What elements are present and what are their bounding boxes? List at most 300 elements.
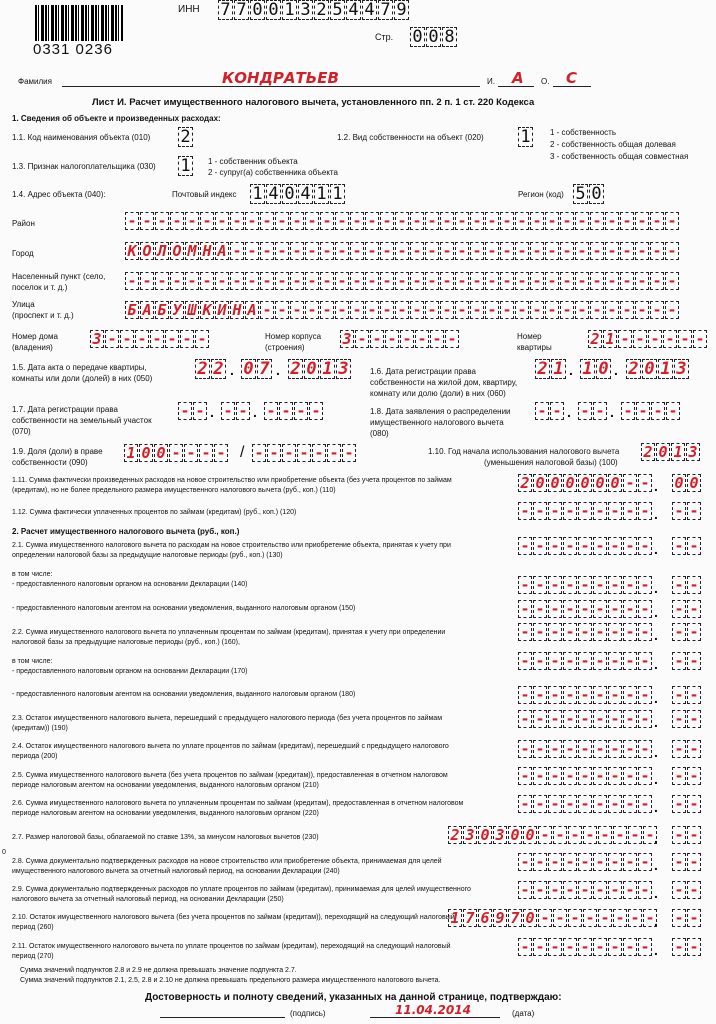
amount-kop-cells[interactable] [672, 881, 701, 899]
input-cell[interactable]: - [230, 272, 244, 290]
amount-cell[interactable]: - [623, 600, 637, 618]
input-cell[interactable]: Л [155, 242, 169, 260]
amount-cell[interactable]: - [672, 537, 686, 555]
amount-cell[interactable]: - [608, 710, 622, 728]
input-cell[interactable]: 1 [124, 444, 138, 462]
input-cell[interactable]: - [500, 272, 514, 290]
input-cell[interactable]: - [635, 272, 649, 290]
input-cell[interactable]: - [425, 212, 439, 230]
amount-kop-cells[interactable] [672, 853, 701, 871]
amount-cell[interactable]: - [548, 938, 562, 956]
input-cell[interactable]: - [470, 272, 484, 290]
amount-cell[interactable]: - [533, 853, 547, 871]
input-cell[interactable]: - [380, 272, 394, 290]
amount-cell[interactable]: - [518, 686, 532, 704]
input-cell[interactable]: - [500, 242, 514, 260]
input-cell[interactable]: - [545, 301, 559, 319]
f16-day-cells[interactable] [535, 359, 566, 379]
amount-cell[interactable]: - [672, 826, 686, 844]
input-cell[interactable]: - [578, 502, 592, 520]
amount-cell[interactable]: - [593, 537, 607, 555]
input-cell[interactable]: - [485, 301, 499, 319]
amount-kop-cells[interactable] [672, 537, 701, 555]
amount-cell[interactable]: - [533, 740, 547, 758]
input-cell[interactable]: - [178, 402, 192, 420]
amount-cell[interactable]: - [623, 623, 637, 641]
amount-cell[interactable]: - [578, 537, 592, 555]
amount-cell[interactable]: - [643, 909, 657, 927]
input-cell[interactable]: 0 [642, 359, 657, 379]
input-cell[interactable]: - [260, 301, 274, 319]
input-cell[interactable]: - [290, 242, 304, 260]
input-cell[interactable]: - [267, 444, 281, 462]
house-cells[interactable] [90, 330, 209, 348]
amount-cell[interactable]: - [578, 767, 592, 785]
input-cell[interactable]: 3 [336, 359, 351, 379]
input-cell[interactable]: - [633, 330, 647, 348]
input-cell[interactable]: Н [230, 301, 244, 319]
input-cell[interactable]: - [275, 301, 289, 319]
amount-cell[interactable]: - [563, 600, 577, 618]
input-cell[interactable]: 2 [626, 359, 641, 379]
amount-rub-cells[interactable] [518, 576, 652, 594]
input-cell[interactable]: - [200, 212, 214, 230]
amount-cell[interactable]: - [608, 853, 622, 871]
surname-value[interactable]: КОНДРАТЬЕВ [222, 69, 339, 87]
amount-cell[interactable]: - [578, 938, 592, 956]
input-cell[interactable]: - [535, 402, 549, 420]
amount-cell[interactable]: - [583, 826, 597, 844]
f18-month-cells[interactable] [578, 402, 607, 420]
input-cell[interactable]: - [245, 272, 259, 290]
amount-cell[interactable]: 7 [463, 909, 477, 927]
input-cell[interactable]: - [440, 242, 454, 260]
input-cell[interactable]: - [620, 301, 634, 319]
amount-cell[interactable]: - [628, 826, 642, 844]
amount-cell[interactable]: - [563, 623, 577, 641]
input-cell[interactable]: - [635, 212, 649, 230]
input-cell[interactable]: - [470, 212, 484, 230]
f17-month-cells[interactable] [221, 402, 250, 420]
amount-cell[interactable]: - [518, 710, 532, 728]
amount-cell[interactable]: - [687, 652, 701, 670]
input-cell[interactable]: - [605, 242, 619, 260]
amount-cell[interactable]: - [623, 767, 637, 785]
input-cell[interactable]: - [260, 272, 274, 290]
input-cell[interactable]: - [264, 402, 278, 420]
amount-cell[interactable]: - [563, 795, 577, 813]
input-cell[interactable]: - [455, 272, 469, 290]
input-cell[interactable]: 0 [139, 444, 153, 462]
input-cell[interactable]: - [530, 272, 544, 290]
amount-cell[interactable]: - [533, 938, 547, 956]
input-cell[interactable]: - [395, 301, 409, 319]
input-cell[interactable]: - [245, 242, 259, 260]
input-cell[interactable]: - [593, 502, 607, 520]
input-cell[interactable]: 0 [548, 474, 562, 492]
city-cells[interactable] [125, 242, 679, 260]
input-cell[interactable]: - [590, 242, 604, 260]
f11-cells[interactable] [178, 127, 193, 147]
input-cell[interactable]: - [575, 242, 589, 260]
input-cell[interactable]: - [666, 402, 680, 420]
amount-cell[interactable]: - [518, 853, 532, 871]
amount-cell[interactable]: - [623, 881, 637, 899]
input-cell[interactable]: - [560, 242, 574, 260]
digit-cell[interactable]: 0 [282, 184, 297, 204]
f15-day-cells[interactable] [195, 359, 226, 379]
amount-cell[interactable]: - [638, 600, 652, 618]
amount-cell[interactable]: - [563, 767, 577, 785]
input-cell[interactable]: - [320, 272, 334, 290]
input-cell[interactable]: - [309, 402, 323, 420]
amount-rub-cells[interactable] [518, 938, 652, 956]
amount-cell[interactable]: - [638, 623, 652, 641]
f17-day-cells[interactable] [178, 402, 207, 420]
f110-cells[interactable] [641, 443, 700, 461]
amount-cell[interactable]: - [687, 740, 701, 758]
amount-cell[interactable]: - [687, 576, 701, 594]
input-cell[interactable]: - [590, 272, 604, 290]
input-cell[interactable]: - [620, 272, 634, 290]
amount-cell[interactable]: - [672, 938, 686, 956]
amount-cell[interactable]: - [638, 767, 652, 785]
amount-cell[interactable]: - [518, 652, 532, 670]
amount-cell[interactable]: - [638, 853, 652, 871]
input-cell[interactable]: - [485, 242, 499, 260]
input-cell[interactable]: - [650, 242, 664, 260]
input-cell[interactable]: 2 [535, 359, 550, 379]
input-cell[interactable]: - [533, 502, 547, 520]
amount-cell[interactable]: - [578, 652, 592, 670]
input-cell[interactable]: - [651, 402, 665, 420]
input-cell[interactable]: - [260, 212, 274, 230]
input-cell[interactable]: - [693, 330, 707, 348]
amount-cell[interactable]: - [687, 710, 701, 728]
amount-cell[interactable]: - [623, 652, 637, 670]
input-cell[interactable]: К [125, 242, 139, 260]
input-cell[interactable]: - [199, 444, 213, 462]
input-cell[interactable]: И [215, 301, 229, 319]
input-cell[interactable]: - [215, 212, 229, 230]
input-cell[interactable]: - [214, 444, 228, 462]
amount-cell[interactable]: - [548, 652, 562, 670]
input-cell[interactable]: - [621, 402, 635, 420]
amount-cell[interactable]: - [548, 710, 562, 728]
amount-cell[interactable]: - [538, 909, 552, 927]
input-cell[interactable]: 0 [578, 474, 592, 492]
amount-cell[interactable]: 1 [448, 909, 462, 927]
input-cell[interactable]: - [335, 301, 349, 319]
amount-cell[interactable]: 9 [493, 909, 507, 927]
amount-cell[interactable]: - [533, 767, 547, 785]
signature-date[interactable]: 11.04.2014 [395, 1003, 471, 1017]
f16-month-cells[interactable] [580, 359, 611, 379]
amount-rub-cells[interactable] [518, 795, 652, 813]
input-cell[interactable]: - [365, 212, 379, 230]
amount-cell[interactable]: - [548, 537, 562, 555]
amount-cell[interactable]: - [548, 881, 562, 899]
apartment-cells[interactable] [588, 330, 707, 348]
input-cell[interactable]: - [590, 212, 604, 230]
input-cell[interactable]: - [297, 444, 311, 462]
input-cell[interactable]: - [455, 242, 469, 260]
amount-cell[interactable]: - [563, 686, 577, 704]
digit-cell[interactable]: 7 [378, 0, 393, 20]
f13-cells[interactable] [178, 156, 193, 176]
amount-cell[interactable]: - [593, 623, 607, 641]
amount-cell[interactable]: - [583, 909, 597, 927]
digit-cell[interactable]: 8 [442, 27, 457, 47]
input-cell[interactable]: - [305, 272, 319, 290]
input-cell[interactable]: 0 [533, 474, 547, 492]
input-cell[interactable]: - [550, 402, 564, 420]
input-cell[interactable]: - [335, 212, 349, 230]
amount-cell[interactable]: - [593, 576, 607, 594]
digit-cell[interactable]: 2 [314, 0, 329, 20]
input-cell[interactable]: - [605, 212, 619, 230]
input-cell[interactable]: - [184, 444, 198, 462]
amount-cell[interactable]: - [593, 767, 607, 785]
input-cell[interactable]: - [650, 301, 664, 319]
amount-cell[interactable]: - [518, 881, 532, 899]
input-cell[interactable]: - [155, 272, 169, 290]
input-cell[interactable]: - [245, 212, 259, 230]
amount-rub-cells[interactable] [518, 881, 652, 899]
amount-cell[interactable]: - [568, 826, 582, 844]
input-cell[interactable]: - [638, 502, 652, 520]
amount-kop-cells[interactable] [672, 938, 701, 956]
amount-cell[interactable]: - [578, 710, 592, 728]
f15-month-cells[interactable] [241, 359, 272, 379]
amount-rub-cells[interactable] [518, 686, 652, 704]
input-cell[interactable]: Б [125, 301, 139, 319]
input-cell[interactable]: 0 [608, 474, 622, 492]
amount-kop-cells[interactable] [672, 623, 701, 641]
amount-cell[interactable]: - [533, 881, 547, 899]
amount-cell[interactable]: - [548, 576, 562, 594]
amount-cell[interactable]: - [672, 795, 686, 813]
input-cell[interactable]: 0 [596, 359, 611, 379]
input-cell[interactable]: - [445, 330, 459, 348]
input-cell[interactable]: - [548, 502, 562, 520]
amount-cell[interactable]: - [548, 686, 562, 704]
input-cell[interactable]: - [560, 212, 574, 230]
input-cell[interactable]: - [150, 330, 164, 348]
building-cells[interactable] [340, 330, 459, 348]
amount-cell[interactable]: 0 [508, 826, 522, 844]
input-cell[interactable]: - [560, 301, 574, 319]
input-cell[interactable]: - [605, 272, 619, 290]
input-cell[interactable]: - [470, 301, 484, 319]
input-cell[interactable]: - [282, 444, 296, 462]
input-cell[interactable]: - [279, 402, 293, 420]
region-cells[interactable] [573, 184, 604, 204]
amount-cell[interactable]: - [623, 740, 637, 758]
input-cell[interactable]: - [485, 212, 499, 230]
digit-cell[interactable]: 0 [589, 184, 604, 204]
input-cell[interactable]: - [500, 212, 514, 230]
amount-rub-cells[interactable] [518, 537, 652, 555]
input-cell[interactable]: 1 [320, 359, 335, 379]
input-cell[interactable]: - [545, 272, 559, 290]
amount-cell[interactable]: - [623, 710, 637, 728]
input-cell[interactable]: - [275, 272, 289, 290]
amount-cell[interactable]: - [533, 600, 547, 618]
input-cell[interactable]: - [635, 242, 649, 260]
amount-cell[interactable]: - [563, 938, 577, 956]
amount-cell[interactable]: - [687, 767, 701, 785]
amount-cell[interactable]: - [538, 826, 552, 844]
inn-cells[interactable] [218, 0, 409, 20]
digit-cell[interactable]: 4 [346, 0, 361, 20]
amount-cell[interactable]: - [548, 795, 562, 813]
amount-cell[interactable]: - [563, 537, 577, 555]
f18-day-cells[interactable] [535, 402, 564, 420]
input-cell[interactable]: - [545, 212, 559, 230]
amount-cell[interactable]: - [533, 576, 547, 594]
input-cell[interactable]: - [365, 301, 379, 319]
amount-cell[interactable]: - [533, 710, 547, 728]
amount-cell[interactable]: - [593, 853, 607, 871]
amount-kop-cells[interactable] [672, 795, 701, 813]
input-cell[interactable]: - [169, 444, 183, 462]
amount-kop-cells[interactable] [672, 652, 701, 670]
amount-cell[interactable]: - [578, 600, 592, 618]
input-cell[interactable]: - [530, 242, 544, 260]
input-cell[interactable]: - [635, 301, 649, 319]
input-cell[interactable]: - [590, 301, 604, 319]
input-cell[interactable]: - [650, 272, 664, 290]
amount-cell[interactable]: - [548, 623, 562, 641]
amount-cell[interactable]: - [608, 795, 622, 813]
input-cell[interactable]: 2 [195, 359, 210, 379]
amount-cell[interactable]: - [578, 795, 592, 813]
input-cell[interactable]: - [410, 242, 424, 260]
amount-cell[interactable]: - [518, 600, 532, 618]
input-cell[interactable]: 0 [304, 359, 319, 379]
district-cells[interactable] [125, 212, 679, 230]
input-cell[interactable]: 3 [686, 443, 700, 461]
amount-kop-cells[interactable] [672, 686, 701, 704]
signature-line[interactable] [160, 1017, 285, 1018]
input-cell[interactable]: - [608, 502, 622, 520]
input-cell[interactable]: 2 [588, 330, 602, 348]
f112-rub-cells[interactable] [518, 502, 652, 520]
input-cell[interactable]: - [575, 301, 589, 319]
amount-cell[interactable]: - [672, 652, 686, 670]
input-cell[interactable]: - [320, 242, 334, 260]
amount-cell[interactable]: - [548, 853, 562, 871]
amount-cell[interactable]: - [518, 537, 532, 555]
digit-cell[interactable]: 4 [298, 184, 313, 204]
digit-cell[interactable]: 1 [518, 127, 533, 147]
input-cell[interactable]: - [312, 444, 326, 462]
digit-cell[interactable]: 7 [218, 0, 233, 20]
input-cell[interactable]: 1 [580, 359, 595, 379]
amount-cell[interactable]: - [638, 740, 652, 758]
amount-cell[interactable]: - [563, 652, 577, 670]
input-cell[interactable]: - [440, 212, 454, 230]
amount-kop-cells[interactable] [672, 909, 701, 927]
input-cell[interactable]: 1 [603, 330, 617, 348]
input-cell[interactable]: - [355, 330, 369, 348]
digit-cell[interactable]: 1 [282, 0, 297, 20]
postal-cells[interactable] [250, 184, 345, 204]
input-cell[interactable]: А [245, 301, 259, 319]
amount-cell[interactable]: 0 [523, 909, 537, 927]
input-cell[interactable]: - [648, 330, 662, 348]
input-cell[interactable]: - [335, 242, 349, 260]
input-cell[interactable]: К [200, 301, 214, 319]
amount-cell[interactable]: - [593, 652, 607, 670]
amount-kop-cells[interactable] [672, 576, 701, 594]
amount-cell[interactable]: - [533, 652, 547, 670]
input-cell[interactable]: - [275, 242, 289, 260]
amount-cell[interactable]: - [687, 537, 701, 555]
amount-rub-cells[interactable] [518, 600, 652, 618]
amount-cell[interactable]: - [548, 600, 562, 618]
amount-cell[interactable]: 7 [508, 909, 522, 927]
amount-cell[interactable]: - [623, 938, 637, 956]
amount-cell[interactable]: - [518, 576, 532, 594]
amount-cell[interactable]: - [578, 740, 592, 758]
amount-cell[interactable]: - [598, 909, 612, 927]
input-cell[interactable]: - [515, 301, 529, 319]
amount-cell[interactable]: - [638, 652, 652, 670]
amount-cell[interactable]: - [578, 686, 592, 704]
input-cell[interactable]: - [455, 212, 469, 230]
input-cell[interactable]: - [260, 242, 274, 260]
amount-cell[interactable]: - [563, 710, 577, 728]
amount-cell[interactable]: - [687, 938, 701, 956]
input-cell[interactable]: - [415, 330, 429, 348]
input-cell[interactable]: - [518, 502, 532, 520]
amount-cell[interactable]: - [687, 795, 701, 813]
amount-cell[interactable]: - [623, 795, 637, 813]
input-cell[interactable]: - [678, 330, 692, 348]
amount-cell[interactable]: - [593, 686, 607, 704]
input-cell[interactable]: - [605, 301, 619, 319]
input-cell[interactable]: - [135, 330, 149, 348]
input-cell[interactable]: - [305, 242, 319, 260]
amount-cell[interactable]: - [548, 740, 562, 758]
amount-cell[interactable]: - [518, 795, 532, 813]
amount-cell[interactable]: - [638, 881, 652, 899]
amount-cell[interactable]: - [593, 740, 607, 758]
f18-year-cells[interactable] [621, 402, 680, 420]
amount-cell[interactable]: 3 [493, 826, 507, 844]
input-cell[interactable]: 2 [288, 359, 303, 379]
input-cell[interactable]: - [236, 402, 250, 420]
page-cells[interactable] [410, 27, 457, 47]
input-cell[interactable]: - [430, 330, 444, 348]
locality-cells[interactable] [125, 272, 679, 290]
input-cell[interactable]: - [650, 212, 664, 230]
input-cell[interactable]: - [185, 272, 199, 290]
amount-cell[interactable]: - [593, 881, 607, 899]
input-cell[interactable]: - [380, 301, 394, 319]
input-cell[interactable]: 0 [563, 474, 577, 492]
input-cell[interactable]: - [294, 402, 308, 420]
amount-cell[interactable]: - [563, 576, 577, 594]
input-cell[interactable]: - [636, 402, 650, 420]
amount-cell[interactable]: - [672, 853, 686, 871]
amount-cell[interactable]: - [672, 600, 686, 618]
f15-year-cells[interactable] [288, 359, 351, 379]
f112-kop-cells[interactable] [672, 502, 701, 520]
amount-cell[interactable]: - [687, 623, 701, 641]
